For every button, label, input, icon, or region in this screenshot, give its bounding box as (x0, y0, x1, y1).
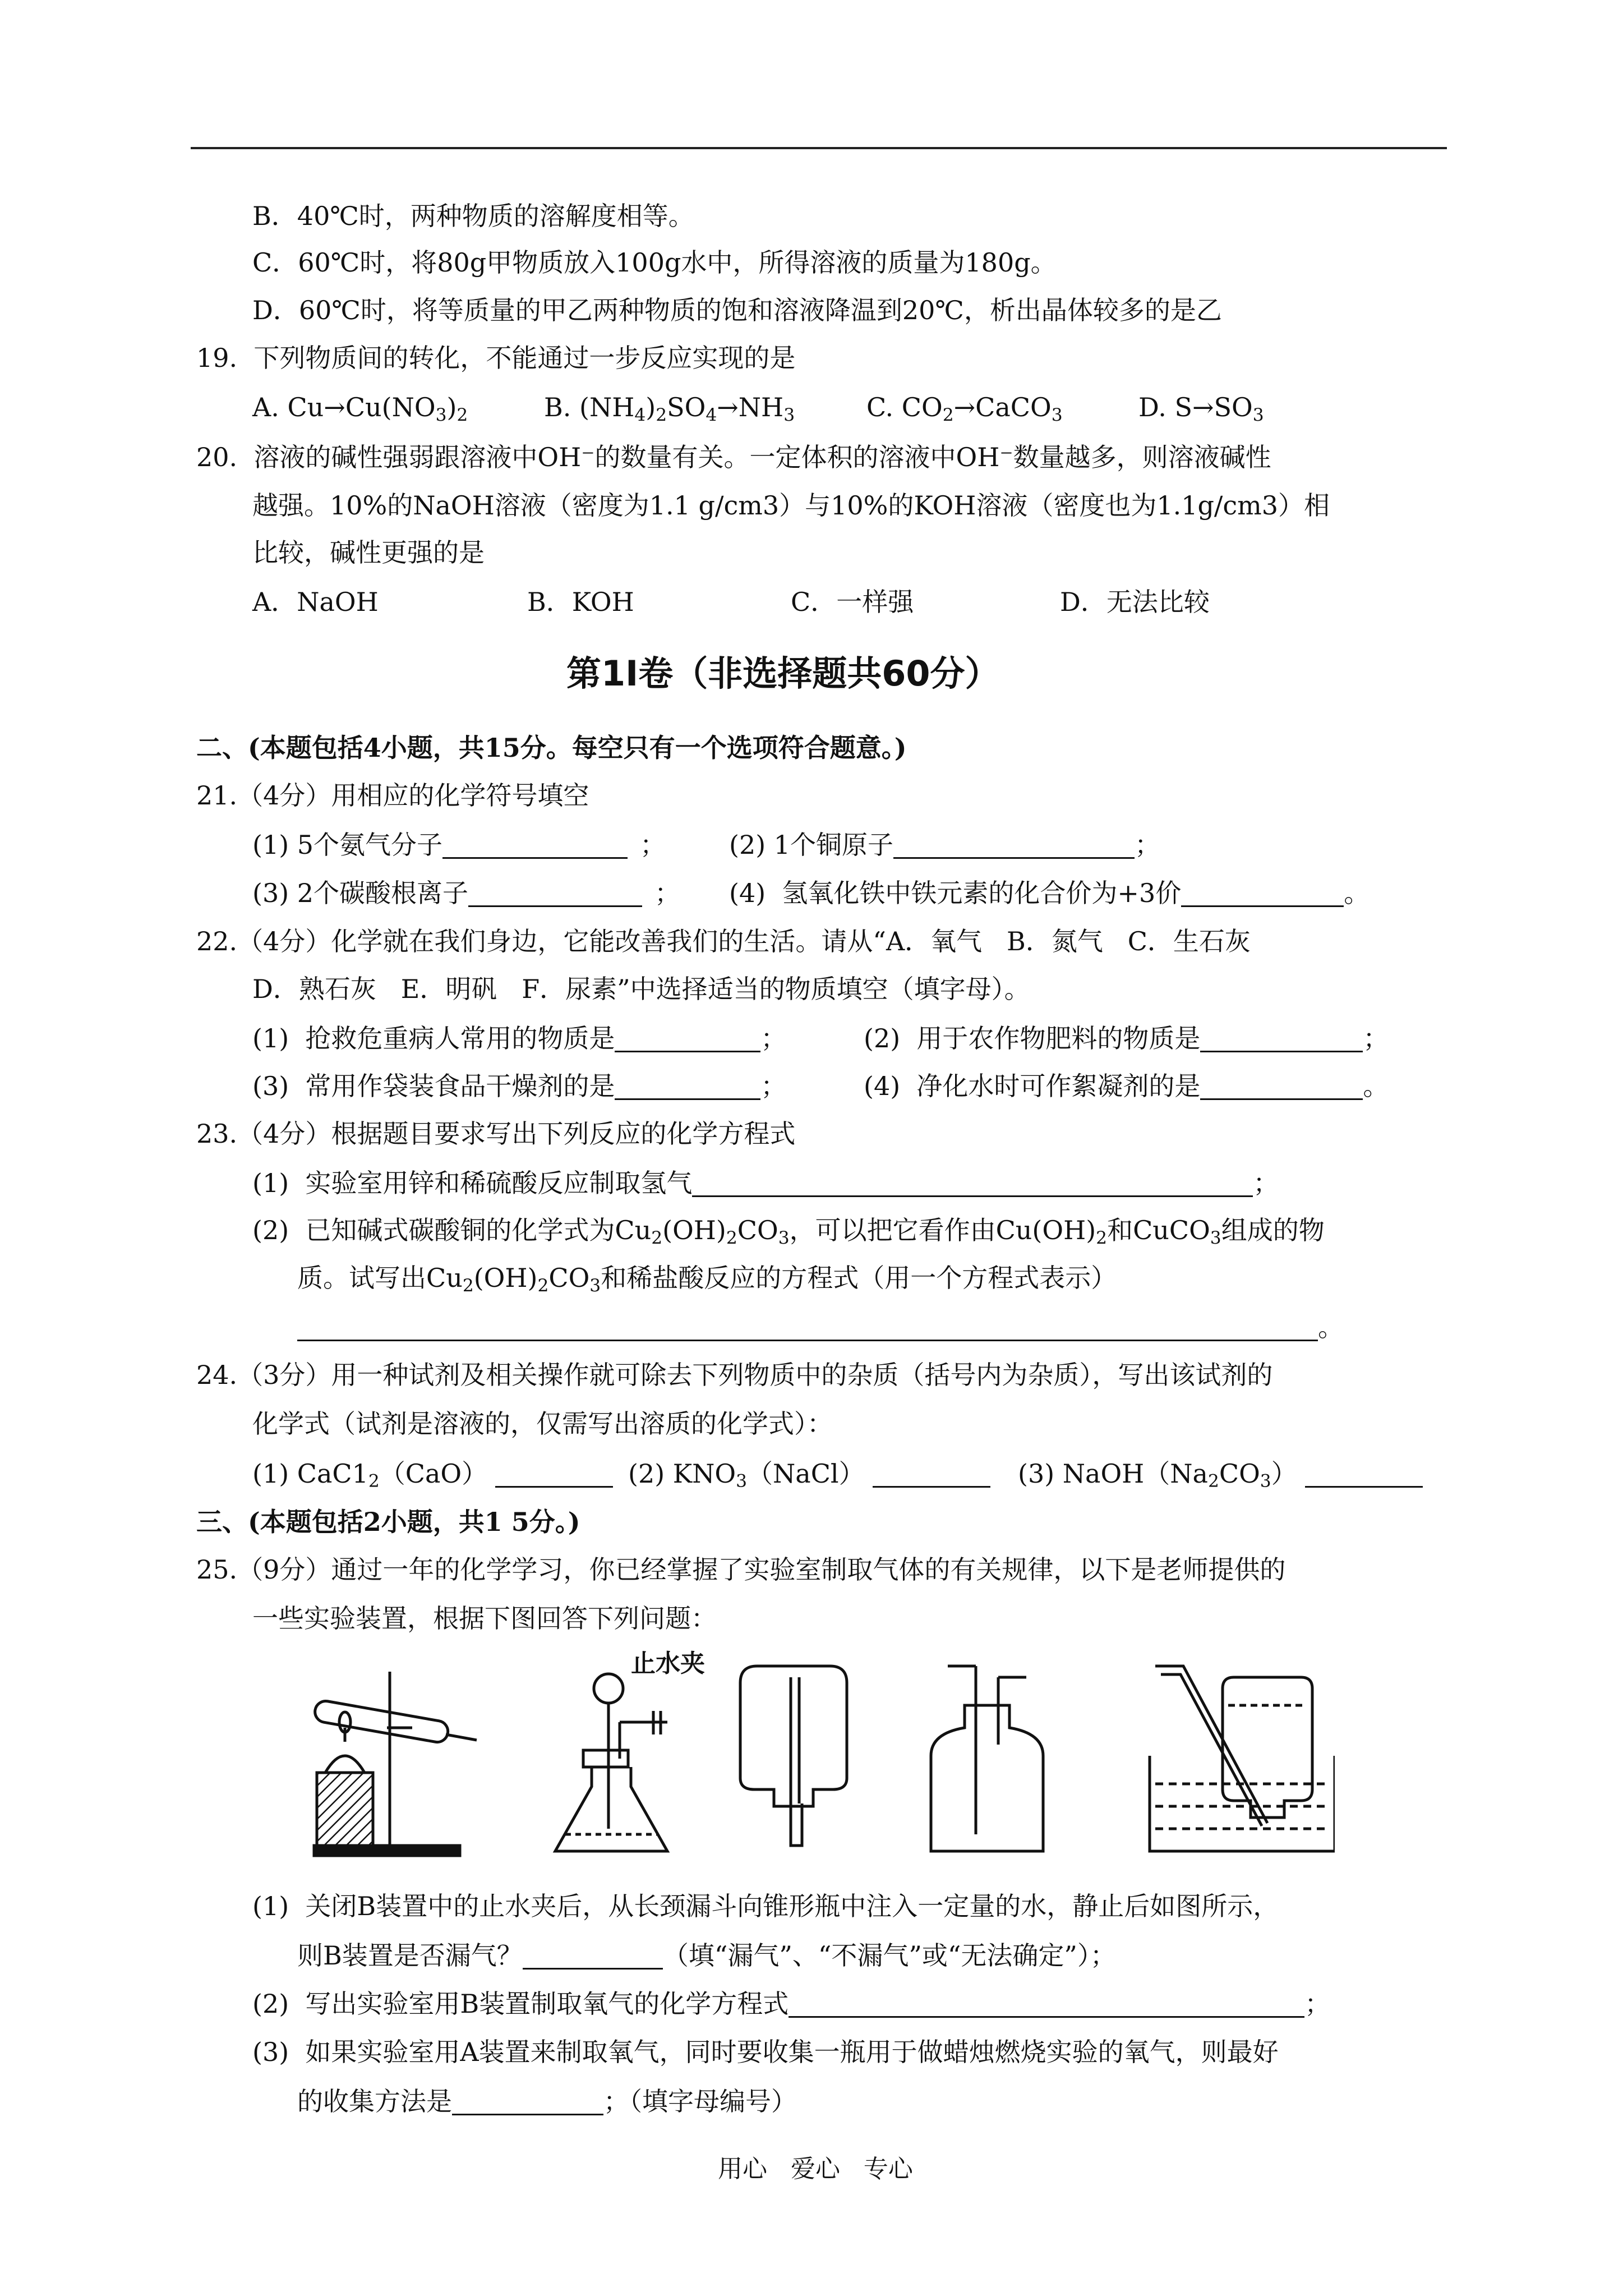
q25-stem-1: 25.（9分）通过一年的化学学习，你已经掌握了实验室制取气体的有关规律，以下是老师提供的 (196, 1554, 1286, 1585)
q25-item-2: (2) 写出实验室用B装置制取氧气的化学方程式 ； (252, 1988, 1331, 2019)
section-2-heading: 二、(本题包括4小题，共15分。每空只有一个选项符合题意。) (196, 733, 907, 763)
part2-title: 第1I卷（非选择题共60分） (566, 653, 1000, 694)
header-rule (191, 147, 1447, 149)
q24-stem-2: 化学式（试剂是溶液的，仅需写出溶质的化学式）： (252, 1409, 833, 1439)
q19-option-a: A. $Cu\to Cu(NO_3)_2$ (252, 392, 468, 425)
section-3-heading: 三、(本题包括2小题，共1 5分。) (196, 1507, 580, 1537)
page-footer: 用心 爱心 专心 (718, 2155, 913, 2183)
q20-option-d: D．无法比较 (1060, 587, 1210, 617)
q18-option-b: B．40℃时，两种物质的溶解度相等。 (252, 201, 694, 231)
q25-item-1-line1: (1) 关闭B装置中的止水夹后，从长颈漏斗向锥形瓶中注入一定量的水，静止后如图所示， (252, 1891, 1279, 1921)
q23-item-2-line2: 质。试写出$Cu_2(OH)_2CO_3$和稀盐酸反应的方程式（用一个方程式表示） (297, 1263, 1117, 1296)
q22-item-1: (1) 抢救危重病人常用的物质是 ； (252, 1023, 787, 1053)
q19-option-c: C. $CO_2\to CaCO_3$ (866, 392, 1063, 425)
q22-item-2: (2) 用于农作物肥料的物质是 ； (864, 1023, 1389, 1053)
q24-item-2: (2) $KNO_3(NaCl)$ (628, 1460, 990, 1490)
q22-stem-1: 22.（4分）化学就在我们身边，它能改善我们的生活。请从“A．氧气 B．氮气 C．生石灰 (196, 926, 1251, 956)
apparatus-b-conical-flask (555, 1674, 667, 1851)
q25-item-3-line2: 的收集方法是 ；（填字母编号） (297, 2086, 797, 2116)
q20-option-b: B．KOH (527, 587, 634, 617)
apparatus-figure (303, 1644, 1335, 1874)
q20-option-a: A．NaOH (252, 587, 379, 617)
q22-item-4: (4) 净化水时可作絮凝剂的是 。 (864, 1070, 1389, 1101)
q20-stem-3: 比较，碱性更强的是 (252, 537, 485, 568)
q21-item-3: (3) 2个碳酸根离子 ； (252, 877, 681, 908)
q24-item-1: (1) $CaC1_2(CaO)$ (252, 1460, 613, 1490)
q20-stem-2: 越强。10%的NaOH溶液（密度为1.1 g/cm3）与10%的KOH溶液（密度也为1.1g/cm3）相 (252, 490, 1330, 521)
q23-item-1: (1) 实验室用锌和稀硫酸反应制取氢气 ； (252, 1167, 1279, 1198)
q18-option-d: D．60℃时，将等质量的甲乙两种物质的饱和溶液降温到20℃，析出晶体较多的是乙 (252, 295, 1222, 325)
q25-item-1-line2: 则B装置是否漏气？ （填“漏气”、“不漏气”或“无法确定”）； (297, 1940, 1116, 1971)
q19-option-b: B. $(NH_4)_2SO_4\to NH_3$ (544, 392, 795, 425)
q23-answer-line: 。 (297, 1314, 1344, 1341)
q24-stem-1: 24.（3分）用一种试剂及相关操作就可除去下列物质中的杂质（括号内为杂质），写出该试剂的 (196, 1360, 1273, 1390)
figure-label-stopcock: 止水夹 (631, 1649, 705, 1678)
q19-stem: 19. 下列物质间的转化，不能通过一步反应实现的是 (196, 343, 796, 373)
apparatus-e-water-trough (1150, 1666, 1335, 1851)
q23-stem: 23.（4分）根据题目要求写出下列反应的化学方程式 (196, 1119, 796, 1149)
q23-item-2-line1: (2) 已知碱式碳酸铜的化学式为$Cu_2(OH)_2CO_3$，可以把它看作由$Cu(OH)_2$和CuCO$_3$组成的物 (252, 1215, 1325, 1248)
q21-item-2: (2) 1个铜原子 ； (729, 829, 1161, 860)
q21-item-1: (1) 5个氨气分子 ； (252, 829, 666, 860)
apparatus-d-gas-bottle (931, 1666, 1043, 1851)
q21-stem: 21.（4分）用相应的化学符号填空 (196, 780, 589, 811)
q22-item-3: (3) 常用作袋装食品干燥剂的是 ； (252, 1070, 787, 1101)
apparatus-c-inverted-bottle (740, 1666, 847, 1846)
apparatus-a-iron-stand (313, 1672, 477, 1856)
q25-stem-2: 一些实验装置，根据下图回答下列问题： (252, 1603, 717, 1634)
q24-item-3: (3) $NaOH(Na_2CO_3)$ (1018, 1460, 1423, 1490)
q20-stem-1: 20. 溶液的碱性强弱跟溶液中OH⁻的数量有关。一定体积的溶液中OH⁻数量越多，则溶液碱性 (196, 442, 1271, 472)
q20-option-c: C．一样强 (791, 587, 914, 617)
q25-item-3-line1: (3) 如果实验室用A装置来制取氧气，同时要收集一瓶用于做蜡烛燃烧实验的氧气，则最好 (252, 2037, 1279, 2067)
q21-item-4: (4) 氢氧化铁中铁元素的化合价为+3价 。 (729, 877, 1370, 908)
q22-stem-2: D．熟石灰 E．明矾 F．尿素”中选择适当的物质填空（填字母）。 (252, 974, 1030, 1004)
q18-option-c: C．60℃时，将80g甲物质放入100g水中，所得溶液的质量为180g。 (252, 247, 1057, 278)
q19-option-d: D. $S\to SO_3$ (1138, 392, 1264, 425)
